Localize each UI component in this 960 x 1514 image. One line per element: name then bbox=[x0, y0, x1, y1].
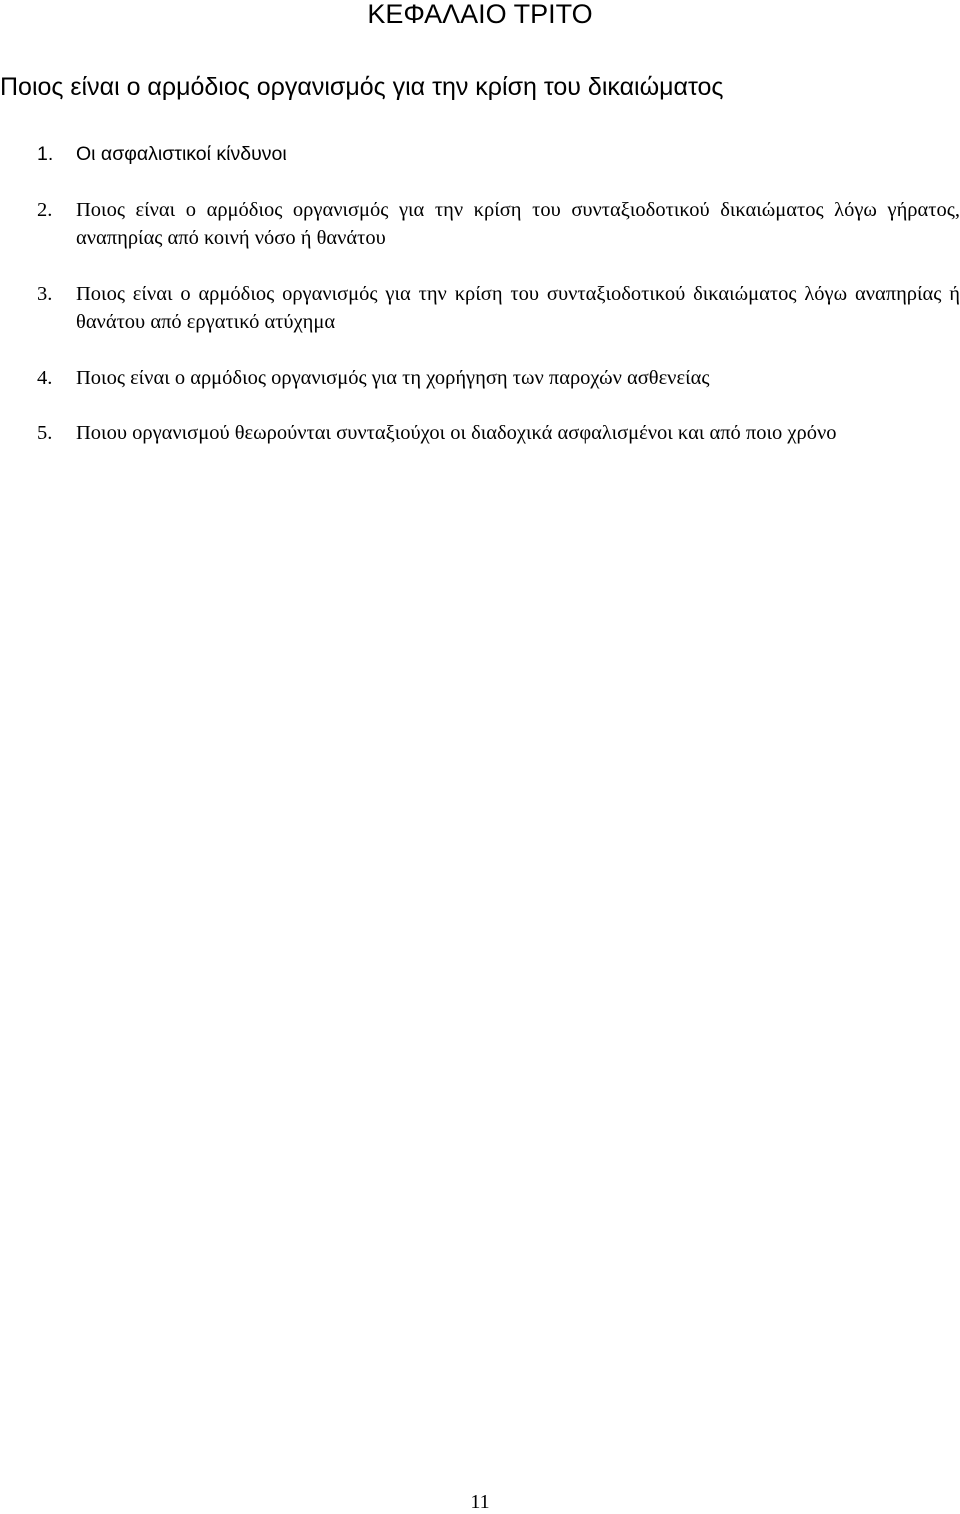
chapter-title: ΚΕΦΑΛΑΙΟ ΤΡΙΤΟ bbox=[367, 0, 593, 29]
list-item-text: Ποιος είναι ο αρμόδιος οργανισμός για την κρίση του συνταξιοδοτικού δικαιώματος λόγω αναπηρίας ή θανάτου από εργατικό ατύχημα bbox=[76, 283, 960, 333]
page-number: 11 bbox=[470, 1491, 490, 1513]
list-item bbox=[0, 419, 960, 447]
list-item bbox=[0, 140, 960, 168]
list-item-text: Οι ασφαλιστικοί κίνδυνοι bbox=[76, 143, 287, 165]
list-item-number: 2. bbox=[37, 199, 53, 221]
list-item bbox=[0, 280, 960, 336]
list-item bbox=[0, 196, 960, 252]
list-item-number: 3. bbox=[37, 283, 53, 305]
list-item-text: Ποιου οργανισμού θεωρούνται συνταξιούχοι οι διαδοχικά ασφαλισμένοι και από ποιο χρόνο bbox=[76, 422, 837, 444]
list-item-number: 5. bbox=[37, 422, 53, 444]
list-item-text: Ποιος είναι ο αρμόδιος οργανισμός για την κρίση του συνταξιοδοτικού δικαιώματος λόγω γήρατος, αναπηρίας από κοινή νόσο ή θανάτου bbox=[76, 199, 960, 249]
list-item-number: 1. bbox=[37, 143, 54, 165]
list-item-number: 4. bbox=[37, 367, 53, 389]
list-item bbox=[0, 364, 960, 392]
list-item-text: Ποιος είναι ο αρμόδιος οργανισμός για τη χορήγηση των παροχών ασθενείας bbox=[76, 367, 710, 389]
section-heading: Ποιος είναι ο αρμόδιος οργανισμός για την κρίση του δικαιώματος bbox=[0, 73, 724, 101]
